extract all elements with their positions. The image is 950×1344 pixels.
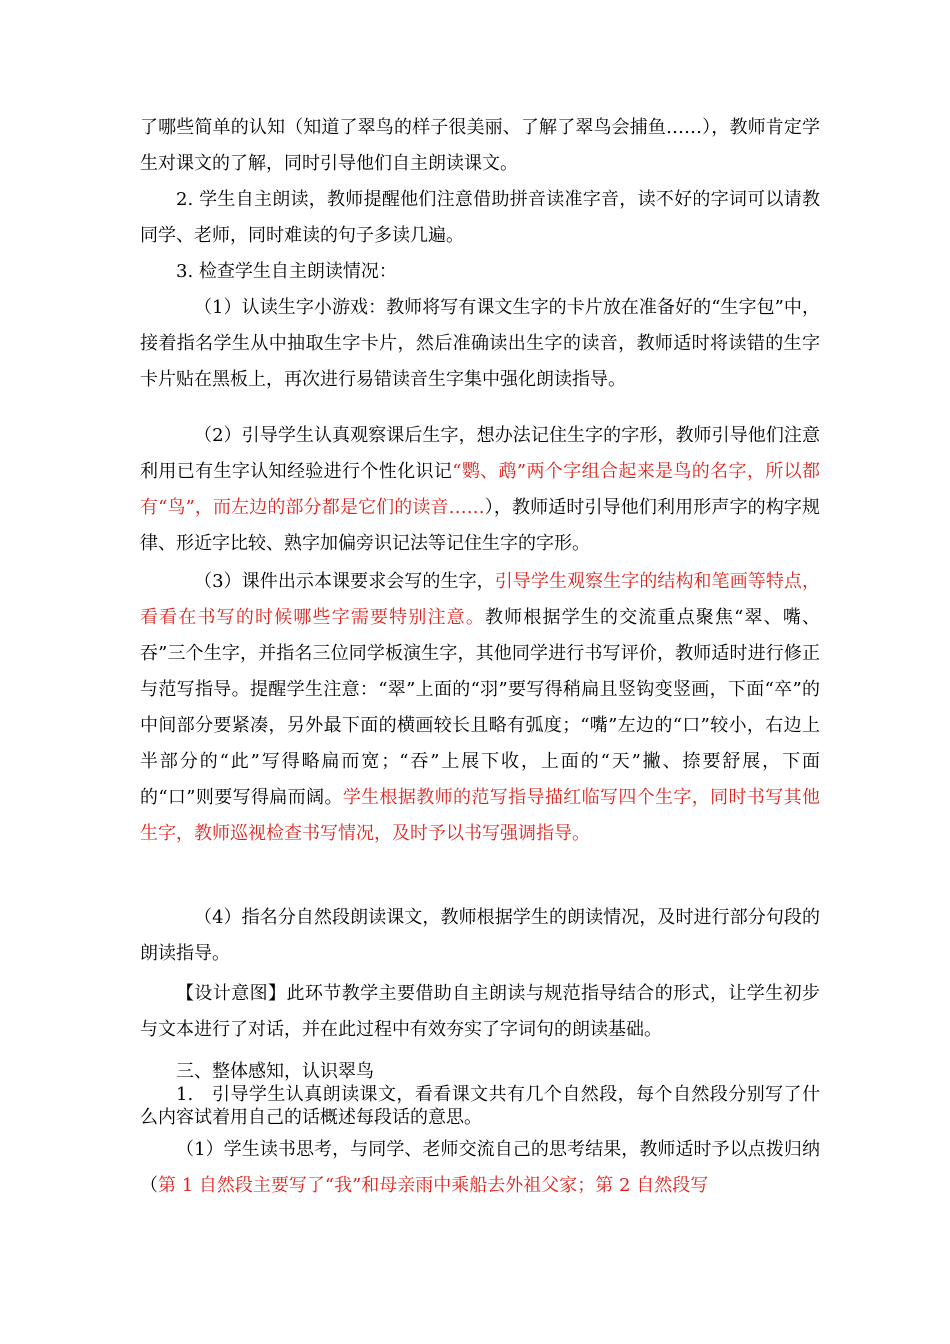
text-segment: 了哪些简单的认知（知道了翠鸟的样子很美丽、了解了翠鸟会捕鱼……），教师肯定学生对课文的了解，同时引导他们自主朗读课文。 [140,117,820,174]
text-segment: 三、整体感知，认识翠鸟 [176,1061,374,1082]
text-segment: （3）课件出示本课要求会写的生字， [194,571,495,592]
highlight-segment: “鹦、鹉”两个字组合起来是鸟的名字，所以都有“鸟”，而左边的部分都是它们的读音…… [140,461,821,518]
paragraph-substep-1 [140,290,820,398]
highlight-segment: 引导学生观察生字的结构和笔画等特点，看看在书写的时候哪些字需要特别注意。 [140,571,821,628]
text-segment: 2. 学生自主朗读，教师提醒他们注意借助拼音读准字音，读不好的字词可以请教同学、老师，同时难读的句子多读几遍。 [140,189,820,246]
paragraph-section3-step-1 [140,1083,820,1129]
paragraph-substep-4 [140,900,820,972]
paragraph-design-intent [140,976,820,1048]
text-segment: 【设计意图】此环节教学主要借助自主朗读与规范指导结合的形式，让学生初步与文本进行了对话，并在此过程中有效夯实了字词句的朗读基础。 [140,983,820,1040]
paragraph-intro-continued [140,110,820,182]
text-segment: （1）学生读书思考，与同学、老师交流自己的思考结果，教师适时予以点拨归纳（ [140,1139,820,1196]
text-segment: 3. 检查学生自主朗读情况： [176,261,397,282]
text-segment: ），教师适时引导他们利用形声字的构字规律、形近字比较、熟字加偏旁识记法等记住生字的字形。 [140,497,820,554]
paragraph-substep-2 [140,418,820,562]
paragraph-step-2 [140,182,820,254]
paragraph-substep-3 [140,564,820,852]
text-segment: 1. 引导学生认真朗读课文，看看课文共有几个自然段，每个自然段分别写了什么内容试着用自己的话概述每段话的意思。 [140,1084,820,1128]
text-segment: （1）认读生字小游戏：教师将写有课文生字的卡片放在准备好的“生字包”中，接着指名学生从中抽取生字卡片，然后准确读出生字的读音，教师适时将读错的生字卡片贴在黑板上，再次进行易错读音生字集中强化朗读指导。 [140,297,820,390]
highlight-segment: 第 1 自然段主要写了“我”和母亲雨中乘船去外祖父家；第 2 自然段写 [158,1175,709,1196]
paragraph-step-3 [140,254,820,290]
section-heading-3 [140,1060,820,1083]
text-segment: 教师根据学生的交流重点聚焦“翠、嘴、吞”三个生字，并指名三位同学板演生字，其他同学进行书写评价，教师适时进行修正与范写指导。提醒学生注意：“翠”上面的“羽”要写得稍扁且竖钩变竖画，下面“卒”的中间部分要紧凑，另外最下面的横画较长且略有弧度；“嘴”左边的“口”较小，右边上半部分的“此”写得略扁而宽；“吞”上展下收，上面的“天”撇、捺要舒展，下面的“口”则要写得扁而阔。 [140,607,821,808]
highlight-segment: 学生根据教师的范写指导描红临写四个生字，同时书写其他生字，教师巡视检查书写情况，及时予以书写强调指导。 [140,787,820,844]
paragraph-section3-substep-1 [140,1132,820,1204]
text-segment: （4）指名分自然段朗读课文，教师根据学生的朗读情况，及时进行部分句段的朗读指导。 [140,907,820,964]
text-segment: （2）引导学生认真观察课后生字，想办法记住生字的字形，教师引导他们注意利用已有生字认知经验进行个性化识记 [140,425,820,482]
